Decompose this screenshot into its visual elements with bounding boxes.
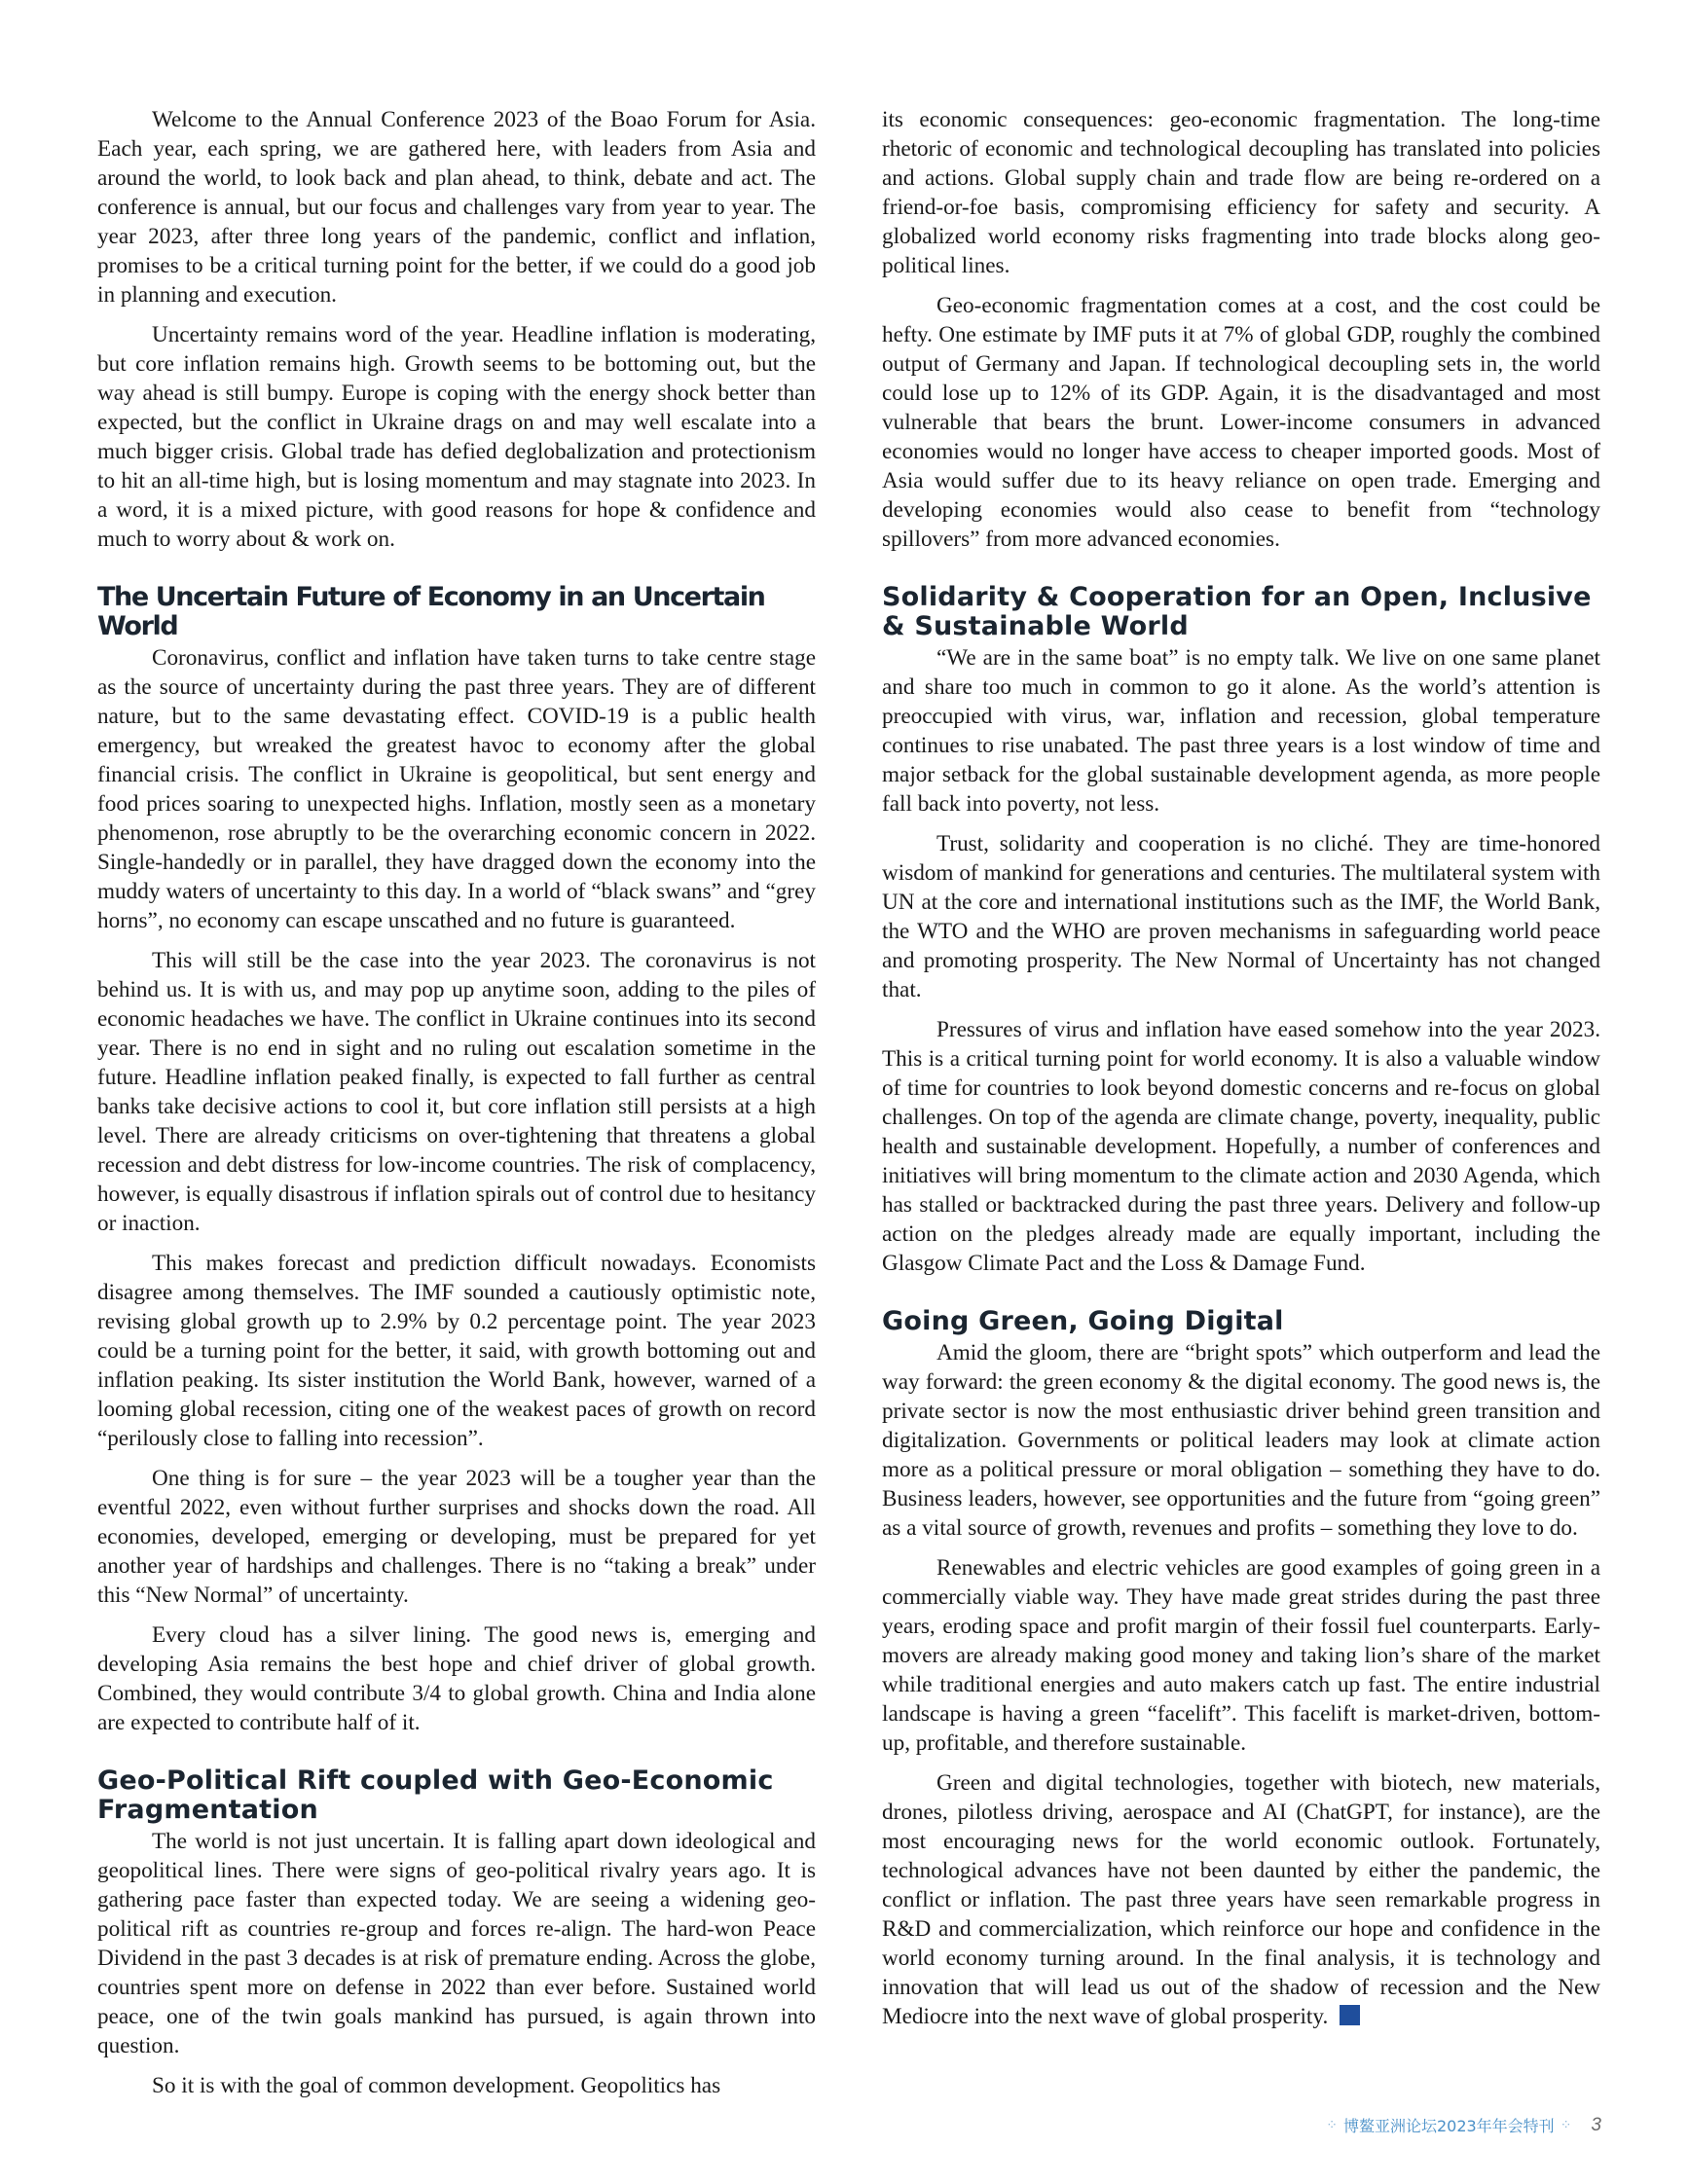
body-paragraph: “We are in the same boat” is no empty talk. We live on one same planet and share too much in common to go it alone. As the world’s attention is preoccupied with virus, war, inflation and recession, global temperature continues to rise unabated. The past three years is a lost window of time and major setback for the global sustainable development agenda, as more people fall back into poverty, not less. — [882, 645, 1600, 817]
ornament-icon: ⁘ — [1560, 2117, 1572, 2133]
continued-paragraph: its economic consequences: geo-economic fragmentation. The long-time rhetoric of economic and technological decoupling has translated into policies and actions. Global supply chain and trade flow are being re-ordered on a friend-or-foe basis, compromising efficiency for safety and security. A globalized world economy risks fragmenting into trade blocks along geo-political lines. — [882, 107, 1600, 278]
page-number: 3 — [1591, 2114, 1601, 2135]
publication-name: 博鳌亚洲论坛2023年年会特刊 — [1342, 2117, 1555, 2135]
section-heading-uncertain-future: The Uncertain Future of Economy in an Uncertain World — [97, 582, 765, 641]
section-heading-geopolitical-rift: Geo-Political Rift coupled with Geo-Economic Fragmentation — [97, 1765, 774, 1825]
body-paragraph: This will still be the case into the year 2023. The coronavirus is not behind us. It is with us, and may pop up anytime soon, adding to the piles of economic headaches we have. The conflict in Ukraine continues into its second year. There is no end in sight and no ruling out escalation sometime in the future. Headline inflation peaked finally, is expected to fall further as central banks take decisive actions to cool it, but core inflation still persists at a high level. There are already criticisms on over-tightening that threatens a global recession and debt distress for low-income countries. The risk of complacency, however, is equally disastrous if inflation spirals out of control due to hesitancy or inaction. — [97, 948, 816, 1236]
body-paragraph: Geo-economic fragmentation comes at a cost, and the cost could be hefty. One estimate by IMF puts it at 7% of global GDP, roughly the combined output of Germany and Japan. If technological decoupling sets in, the world could lose up to 12% of its GDP. Again, it is the disadvantaged and most vulnerable that bears the brunt. Lower-income consumers in advanced economies would no longer have access to cheaper imported goods. Most of Asia would suffer due to its heavy reliance on open trade. Emerging and developing economies would also cease to benefit from “technology spillovers” from more advanced economies. — [882, 293, 1600, 552]
section-heading-solidarity: Solidarity & Cooperation for an Open, Inclusive & Sustainable World — [882, 582, 1592, 641]
ornament-icon: ⁘ — [1326, 2117, 1338, 2133]
intro-paragraph-1: Welcome to the Annual Conference 2023 of the Boao Forum for Asia. Each year, each spring, we are gathered here, with leaders from Asia and around the world, to look back and plan ahead, to think, debate and act. The conference is annual, but our focus and challenges vary from year to year. The year 2023, after three long years of the pandemic, conflict and inflation, promises to be a critical turning point for the better, if we could do a good job in planning and execution. — [97, 107, 816, 308]
body-paragraph: Every cloud has a silver lining. The good news is, emerging and developing Asia remains the best hope and chief driver of global growth. Combined, they would contribute 3/4 to global growth. China and India alone are expected to contribute half of it. — [97, 1622, 816, 1735]
body-paragraph: This makes forecast and prediction difficult nowadays. Economists disagree among themselves. The IMF sounded a cautiously optimistic note, revising global growth up to 2.9% by 0.2 percentage point. The year 2023 could be a turning point for the better, it said, with growth bottoming out and inflation peaking. Its sister institution the World Bank, however, warned of a looming global recession, citing one of the weakest paces of growth on record “perilously close to falling into recession”. — [97, 1251, 816, 1451]
left-column — [97, 105, 816, 2111]
body-paragraph: One thing is for sure – the year 2023 will be a tougher year than the eventful 2022, even without further surprises and shocks down the road. All economies, developed, emerging or developing, must be prepared for yet another year of hardships and challenges. There is no “taking a break” under this “New Normal” of uncertainty. — [97, 1466, 816, 1608]
body-paragraph: Amid the gloom, there are “bright spots” which outperform and lead the way forward: the green economy & the digital economy. The good news is, the private sector is now the most enthusiastic driver behind green transition and digitalization. Governments or political leaders may look at climate action more as a political pressure or moral obligation – something they have to do. Business leaders, however, see opportunities and the future from “going green” as a vital source of growth, revenues and profits – something they love to do. — [882, 1340, 1600, 1541]
body-paragraph: Renewables and electric vehicles are good examples of going green in a commercially viable way. They have made great strides during the past three years, eroding space and profit margin of their fossil fuel counterparts. Early-movers are already making good money and taking lion’s share of the market while traditional energies and auto makers catch up fast. The entire industrial landscape is having a green “facelift”. This facelift is market-driven, bottom-up, profitable, and therefore sustainable. — [882, 1555, 1600, 1756]
final-paragraph-text: Green and digital technologies, together with biotech, new materials, drones, pilotless driving, aerospace and AI (ChatGPT, for instance), are the most encouraging news for the world economic outlook. Fortunately, technological advances have not been daunted by either the pandemic, the conflict or inflation. The past three years have seen remarkable progress in R&D and commercialization, which reinforce our hope and confidence in the world economy turning around. In the final analysis, it is technology and innovation that will lead us out of the shadow of recession and the New Mediocre into the next wave of global prosperity. — [882, 1770, 1600, 2029]
intro-paragraph-2: Uncertainty remains word of the year. Headline inflation is moderating, but core inflation remains high. Growth seems to be bottoming out, but the way ahead is still bumpy. Europe is coping with the energy shock better than expected, but the conflict in Ukraine drags on and may well escalate into a much bigger crisis. Global trade has defied deglobalization and protectionism to hit an all-time high, but is losing momentum and may stagnate into 2023. In a word, it is a mixed picture, with good reasons for hope & confidence and much to worry about & work on. — [97, 322, 816, 552]
page-footer — [1326, 2114, 1601, 2136]
body-paragraph: The world is not just uncertain. It is falling apart down ideological and geopolitical lines. There were signs of geo-political rivalry years ago. It is gathering pace faster than expected today. We are seeing a widening geo-political rift as countries re-group and forces re-align. The hard-won Peace Dividend in the past 3 decades is at risk of premature ending. Across the globe, countries spent more on defense in 2022 than ever before. Sustained world peace, one of the twin goals mankind has pursued, is again thrown into question. — [97, 1829, 816, 2058]
final-paragraph — [882, 1768, 1600, 2031]
body-paragraph: So it is with the goal of common development. Geopolitics has — [152, 2073, 721, 2098]
body-paragraph: Trust, solidarity and cooperation is no cliché. They are time-honored wisdom of mankind for generations and centuries. The multilateral system with UN at the core and international institutions such as the IMF, the World Bank, the WTO and the WHO are proven mechanisms in safeguarding world peace and promoting prosperity. The New Normal of Uncertainty has not changed that. — [882, 831, 1600, 1002]
body-paragraph: Pressures of virus and inflation have eased somehow into the year 2023. This is a critical turning point for world economy. It is also a valuable window of time for countries to look beyond domestic concerns and re-focus on global challenges. On top of the agenda are climate change, poverty, inequality, public health and sustainable development. Hopefully, a number of conferences and initiatives will bring momentum to the climate action and 2030 Agenda, which has stalled or backtracked during the past three years. Delivery and follow-up action on the pledges already made are equally important, including the Glasgow Climate Pact and the Loss & Damage Fund. — [882, 1017, 1600, 1276]
right-column — [882, 105, 1600, 2042]
section-heading-going-green: Going Green, Going Digital — [882, 1306, 1284, 1336]
body-paragraph: Coronavirus, conflict and inflation have taken turns to take centre stage as the source of uncertainty during the past three years. They are of different nature, but to the same devastating effect. COVID-19 is a public health emergency, but wreaked the greatest havoc to economy after the global financial crisis. The conflict in Ukraine is geopolitical, but sent energy and food prices soaring to unexpected highs. Inflation, mostly seen as a monetary phenomenon, rose abruptly to be the overarching economic concern in 2022. Single-handedly or in parallel, they have dragged down the economy into the muddy waters of uncertainty to this day. In a world of “black swans” and “grey horns”, no economy can escape unscathed and no future is guaranteed. — [97, 645, 816, 933]
end-of-article-mark — [1340, 2005, 1360, 2025]
